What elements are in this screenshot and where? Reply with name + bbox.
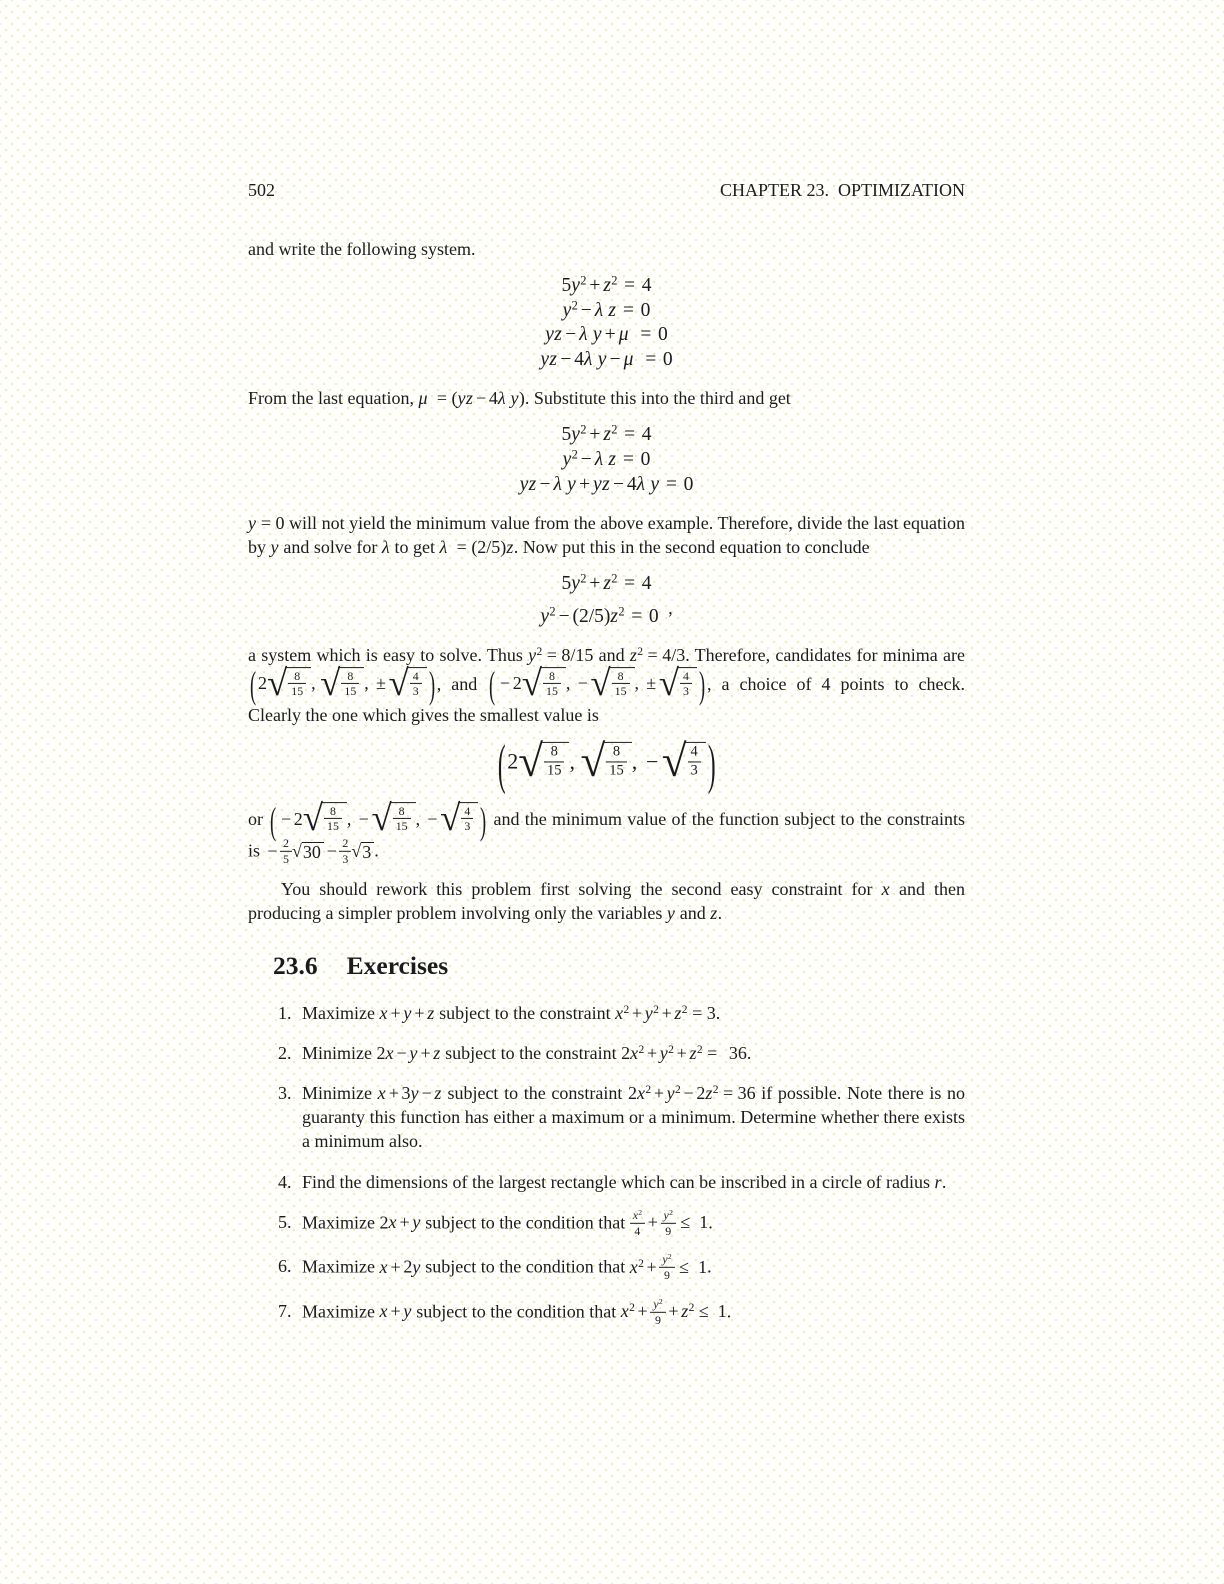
inline-math: x xyxy=(881,878,890,899)
exercise-item xyxy=(248,1170,965,1194)
textbook-page xyxy=(248,0,965,1328)
sqrt-radical xyxy=(267,661,311,703)
exercise-item xyxy=(248,1296,965,1328)
exercise-number: 2. xyxy=(278,1043,292,1064)
inline-math: μ = (yz − 4λ y) xyxy=(418,388,525,409)
big-paren: ) xyxy=(698,664,706,707)
paragraph: y = 0 will not yield the minimum value from the above example. Therefore, divide the last equation by y and solve for λ to get λ = (2/5)z. Now put this in the second equation to conclude xyxy=(248,513,965,558)
sqrt-radical xyxy=(371,796,415,838)
paragraph: From the last equation, μ = (yz − 4λ y). Substitute this into the third and get xyxy=(248,388,791,409)
inline-math: $\frac{x^2}{4}$ + $\frac{y^2}{9}$ ≤ 1 xyxy=(630,1212,709,1232)
big-paren: ( xyxy=(249,664,257,707)
exercise-text: Maximize x + 2y subject to the condition that $x^2$ + $\frac{y^2}{9}$ ≤ 1. xyxy=(302,1252,712,1282)
exercise-text: Maximize x + y subject to the condition that $x^2$ + $\frac{y^2}{9}$ + $z^2 \le 1$. xyxy=(302,1296,732,1327)
sqrt-radical: √ 3 xyxy=(351,842,374,861)
inline-math: ( − 2 √ $\frac{8}{15}$ , − √ $\frac{8}{15}$ , ± √ $\frac{4}{3}$ ) xyxy=(487,673,707,693)
equation-line: $5y^2 + z^2 = 4$ xyxy=(561,571,652,595)
inline-math: ( 2 √ $\frac{8}{15}$ , √ $\frac{8}{15}$ , ± √ $\frac{4}{3}$ ) xyxy=(248,673,437,693)
exercise-text: Find the dimensions of the largest rectangle which can be inscribed in a circle of radius r. xyxy=(302,1171,947,1192)
inline-math: $2x^2 + y^2 + z^2 = 36$ xyxy=(621,1043,747,1064)
equation-line: yz − λ y + yz − 4λ y = 0 xyxy=(519,473,694,495)
equation-line: $y^2 - (2/5)z^2 = 0$ , xyxy=(540,597,673,627)
fraction: $\frac{x^2}{4}$ xyxy=(630,1209,645,1238)
sqrt-radical xyxy=(388,661,427,703)
equation-block xyxy=(248,423,965,497)
fraction: $\frac{8}{15}$ xyxy=(341,669,359,698)
page-header xyxy=(248,180,965,201)
inline-math: $y^2 = 8/15$ xyxy=(528,645,594,666)
inline-math: 2x − y + z xyxy=(376,1043,441,1064)
inline-math: x + 3y − z xyxy=(377,1083,442,1104)
page-number: 502 xyxy=(248,180,275,200)
inline-math: 2x + y xyxy=(379,1212,421,1233)
fraction: $\frac{8}{15}$ xyxy=(612,669,630,698)
fraction: $\frac{y^2}{9}$ xyxy=(659,1253,674,1282)
fraction: $\frac{8}{15}$ xyxy=(324,804,342,833)
radical-sign-icon: √ xyxy=(320,661,341,703)
equation-line: $y^2 - \lambda$ z = 0 xyxy=(562,447,651,471)
paragraph: and write the following system. xyxy=(248,239,476,259)
radical-sign-icon: √ xyxy=(351,840,362,861)
sqrt-radical xyxy=(661,736,706,787)
equation-line: $5y^2 + z^2 = 4$ xyxy=(561,273,652,297)
sqrt-radical xyxy=(658,661,697,703)
inline-math: y xyxy=(666,902,675,923)
exercise-number: 3. xyxy=(278,1083,292,1104)
inline-math: z xyxy=(710,902,718,923)
radical-sign-icon: √ xyxy=(302,796,324,838)
big-paren: ) xyxy=(428,664,435,707)
fraction: $\frac{8}{15}$ xyxy=(543,669,561,698)
inline-math: x + 2y xyxy=(379,1256,421,1277)
fraction: $\frac{8}{15}$ xyxy=(393,804,411,833)
paragraph: or ( − 2 √ $\frac{8}{15}$ , − √ $\frac{8}{15}$ , − √ $\frac{4}{3}$ ) and the minimum value of the function subject to the constraints is − $\frac{2}{5}$ √ 30 − $\frac{2}{3}$ √ 3 . xyxy=(248,796,965,866)
page-content xyxy=(248,237,965,1328)
exercise-text: Minimize 2x − y + z subject to the constraint $2x^2 + y^2 + z^2 = 36$. xyxy=(302,1043,752,1064)
exercise-item xyxy=(248,1081,965,1153)
inline-math: x + y xyxy=(379,1301,412,1322)
big-paren: ( xyxy=(497,732,506,795)
exercise-number: 5. xyxy=(278,1211,292,1232)
radical-sign-icon: √ xyxy=(518,736,543,787)
sqrt-radical xyxy=(521,661,566,703)
inline-math: $x^2$ + $\frac{y^2}{9}$ ≤ 1 xyxy=(629,1252,708,1282)
exercise-list xyxy=(248,1001,965,1328)
radical-sign-icon: √ xyxy=(580,736,606,787)
sqrt-radical xyxy=(440,796,478,838)
equation-line: yz − 4λ y − μ = 0 xyxy=(540,348,673,370)
inline-math: λ = (2/5)z xyxy=(439,537,514,558)
inline-math: ( − 2 √ $\frac{8}{15}$ , − √ $\frac{8}{15}$ , − √ $\frac{4}{3}$ ) xyxy=(268,809,488,829)
radical-sign-icon: √ xyxy=(440,796,461,838)
paragraph: You should rework this problem first solving the second easy constraint for x and then producing a simpler problem involving only the variables y and z. xyxy=(248,878,965,923)
inline-math: $x^2 + y^2 + z^2 = 3$ xyxy=(615,1003,716,1024)
big-paren: ) xyxy=(480,799,487,842)
sqrt-radical xyxy=(590,661,634,703)
sqrt-radical xyxy=(302,796,347,838)
exercise-item xyxy=(248,1041,965,1065)
exercise-item xyxy=(248,1254,965,1283)
radical-sign-icon: √ xyxy=(388,661,409,703)
inline-math: − $\frac{2}{5}$ √ 30 − $\frac{2}{3}$ √ 3 xyxy=(265,841,375,861)
equation-block xyxy=(248,274,965,372)
inline-math: $x^2$ + $\frac{y^2}{9}$ + $z^2 \le 1$ xyxy=(620,1296,727,1327)
sqrt-radical xyxy=(320,661,364,703)
exercise-item xyxy=(248,1207,965,1239)
paragraph: a system which is easy to solve. Thus $y^2 = 8/15$ and $z^2 = 4/3$. Therefore, candidates for minima are ( 2 √ $\frac{8}{15}$ , √ $\frac{8}{15}$ , ± √ $\frac{4}{3}$ ) , and ( − 2 √ $\frac{8}{15}$ , − √ $\frac{8}{15}$ , ± √ $\frac{4}{3}$ ) , a choice of 4 points to check. Clearly the one which gives the smallest value is xyxy=(248,645,965,726)
sqrt-radical: √ 30 xyxy=(292,842,324,861)
equation-line: $5y^2 + z^2 = 4$ xyxy=(561,422,652,446)
equation-block xyxy=(248,572,965,629)
big-paren: ) xyxy=(707,732,716,795)
display-equation: (2 √ $\frac{8}{15}$ , √ $\frac{8}{15}$ , − √ $\frac{4}{3}$ ) xyxy=(248,743,965,784)
equation-tail: , xyxy=(668,597,673,618)
radical-sign-icon: √ xyxy=(590,661,611,703)
section-title: Exercises xyxy=(346,951,449,981)
equation-line: yz − λ y + μ = 0 xyxy=(545,324,668,346)
radical-sign-icon: √ xyxy=(661,736,687,787)
sqrt-radical xyxy=(580,736,631,787)
equation-line: $y^2 - \lambda$ z = 0 xyxy=(562,298,651,321)
exercise-text: Maximize x + y + z subject to the constraint $x^2 + y^2 + z^2 = 3$. xyxy=(302,1003,721,1024)
inline-math: $2x^2 + y^2 - 2z^2 = 36$ xyxy=(628,1083,756,1104)
fraction: $\frac{8}{15}$ xyxy=(288,669,306,698)
fraction: $\frac{2}{3}$ xyxy=(339,837,351,866)
exercise-number: 7. xyxy=(278,1300,292,1321)
exercise-item xyxy=(248,1001,965,1025)
inline-math: x + y + z xyxy=(379,1003,435,1024)
big-paren: ( xyxy=(489,664,496,707)
radical-sign-icon: √ xyxy=(521,661,542,703)
fraction: $\frac{4}{3}$ xyxy=(680,669,692,698)
radical-sign-icon: √ xyxy=(291,840,302,861)
sqrt-radical xyxy=(518,736,569,787)
exercise-number: 1. xyxy=(278,1003,292,1024)
chapter-running-head: CHAPTER 23. OPTIMIZATION xyxy=(720,180,965,200)
fraction: $\frac{4}{3}$ xyxy=(688,745,701,779)
fraction: $\frac{4}{3}$ xyxy=(410,669,422,698)
inline-math: r xyxy=(934,1171,942,1192)
fraction: $\frac{2}{5}$ xyxy=(280,837,292,866)
fraction: $\frac{y^2}{9}$ xyxy=(661,1209,676,1238)
exercise-text: Minimize x + 3y − z subject to the constraint $2x^2 + y^2 - 2z^2 = 36$ if possible. Note there is no guaranty this function has either a maximum or a minimum. Determine whether there exists a minimum also. xyxy=(302,1083,965,1152)
exercise-text: Maximize 2x + y subject to the condition that $\frac{x^2}{4}$ + $\frac{y^2}{9}$ ≤ 1. xyxy=(302,1207,713,1238)
inline-math: λ xyxy=(381,537,390,558)
inline-math: y = 0 xyxy=(248,513,285,534)
radical-sign-icon: √ xyxy=(658,661,680,703)
section-heading xyxy=(273,951,965,981)
fraction: $\frac{4}{3}$ xyxy=(461,804,473,833)
radical-sign-icon: √ xyxy=(267,661,288,703)
section-number: 23.6 xyxy=(273,951,318,981)
radical-sign-icon: √ xyxy=(371,796,392,838)
fraction: $\frac{y^2}{9}$ xyxy=(650,1298,665,1327)
exercise-number: 4. xyxy=(278,1171,292,1192)
exercise-number: 6. xyxy=(278,1256,292,1277)
inline-math: $z^2 = 4/3$ xyxy=(629,645,686,666)
inline-math: y xyxy=(270,537,279,558)
big-paren: ( xyxy=(270,799,277,842)
fraction: $\frac{8}{15}$ xyxy=(544,745,565,779)
fraction: $\frac{8}{15}$ xyxy=(606,745,627,779)
